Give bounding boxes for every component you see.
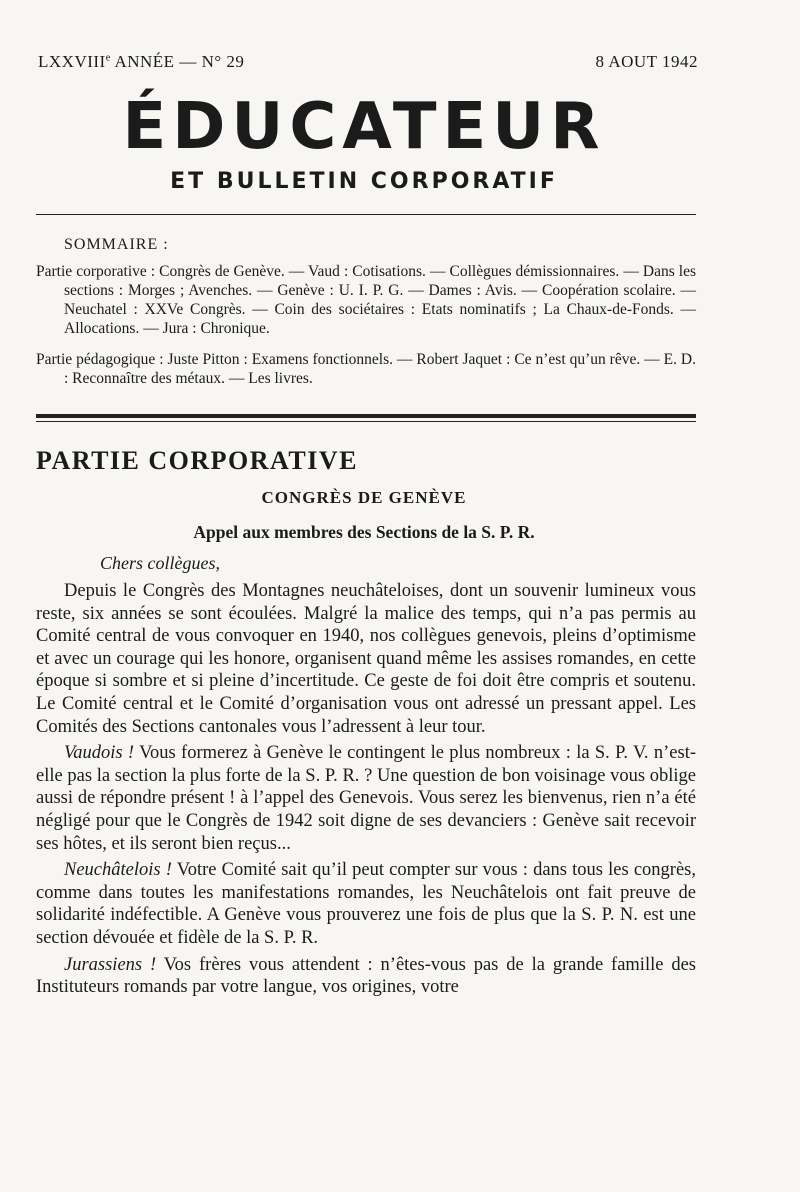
section-divider-thick: [36, 414, 696, 418]
sommaire-heading: SOMMAIRE :: [64, 236, 169, 253]
sommaire-pedagogique: Partie pédagogique : Juste Pitton : Examens fonctionnels. — Robert Jaquet : Ce n’est qu’un rêve. — E. D. : Reconnaître des métaux. — Les livres.: [36, 351, 696, 387]
paragraph-3-text: Votre Comité sait qu’il peut compter sur vous : dans tous les congrès, comme dans toutes les manifestations romandes, les Neuchâtelois ont fait preuve de solidarité indéfectible. A Genève vous prouverez une fois de plus que la S. P. N. est une section dévouée et fidèle de la S. P. R.: [36, 860, 696, 948]
sommaire-corporative: Partie corporative : Congrès de Genève. — Vaud : Cotisations. — Collègues démissionnaires. — Dans les sections : Morges ; Avenches. — Genève : U. I. P. G. — Dames : Avis. — Coopération scolaire. — Neuchatel : XXVe Congrès. — Coin des sociétaires : Etats nominatifs ; La Chaux-de-Fonds. — Allocations. — Jura : Chronique.: [36, 263, 696, 337]
paragraph-2: [36, 742, 696, 855]
issue-sup: e: [105, 52, 111, 64]
salutation: Chers collègues,: [100, 553, 220, 573]
issue-rest: ANNÉE — N° 29: [110, 52, 245, 71]
sommaire-list: [36, 262, 696, 400]
paragraph-4-lead: Jurassiens !: [64, 954, 157, 975]
paragraph-2-text: Vous formerez à Genève le contingent le plus nombreux : la S. P. V. n’est-elle pas la section la plus forte de la S. P. R. ? Une question de bon voisinage vous oblige aussi de répondre présent ! à l’appel des Genevois. Vous serez les bienvenus, rien n’a été négligé pour que le Congrès de 1942 soit digne de ses devanciers : Genève sait recevoir ses hôtes, et ils seront bien reçus...: [36, 743, 696, 854]
masthead-divider: [36, 214, 696, 215]
article-body: [36, 580, 696, 1003]
paragraph-3: [36, 859, 696, 949]
paragraph-4-text: Vos frères vous attendent : n’êtes-vous pas de la grande famille des Instituteurs romands par votre langue, vos origines, votre: [36, 954, 696, 998]
paragraph-4: [36, 954, 696, 999]
masthead-subtitle: ET BULLETIN CORPORATIF: [170, 169, 558, 194]
issue-date: 8 AOUT 1942: [595, 52, 698, 71]
paragraph-2-lead: Vaudois !: [64, 743, 135, 764]
section-title: PARTIE CORPORATIVE: [36, 446, 358, 475]
paragraph-3-lead: Neuchâtelois !: [64, 860, 172, 881]
section-divider-thin: [36, 421, 696, 422]
article-subheading: Appel aux membres des Sections de la S. P. R.: [193, 522, 535, 542]
article-heading: CONGRÈS DE GENÈVE: [261, 488, 467, 507]
masthead-title: ÉDUCATEUR: [122, 90, 606, 164]
issue-number: [38, 52, 244, 72]
paragraph-1: Depuis le Congrès des Montagnes neuchâteloises, dont un souvenir lumineux vous reste, six années se sont écoulées. Malgré la malice des temps, qui n’a pas permis au Comité central de vous convoquer en 1940, nos collègues genevois, pleins d’optimisme et avec un courage qui les honore, organisent quand même les assises romandes, en cette époque si sombre et si pleine d’incertitude. Ce geste de foi doit être compris et soutenu. Le Comité central et le Comité d’organisation vous ont adressé un pressant appel. Les Comités des Sections cantonales vous l’adressent à leur tour.: [36, 581, 696, 737]
issue-prefix: LXXVIII: [38, 52, 106, 71]
